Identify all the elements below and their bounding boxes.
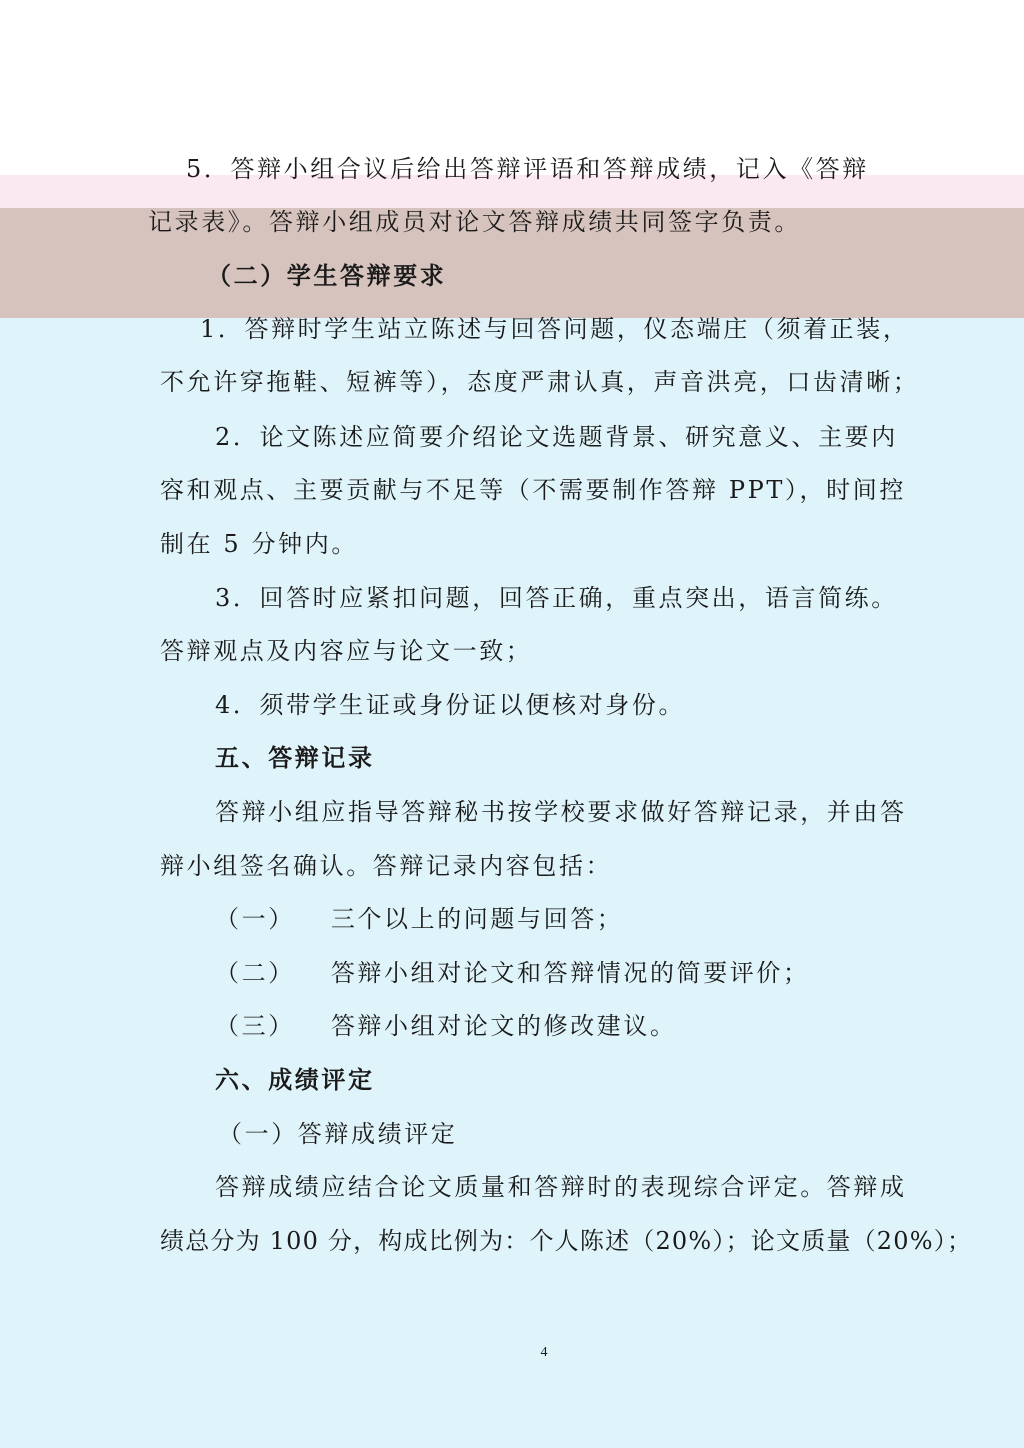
section-heading: 五、答辩记录	[215, 743, 375, 772]
paragraph-line: 制在 5 分钟内。	[160, 530, 358, 558]
list-item-text: 三个以上的问题与回答；	[330, 905, 624, 933]
list-item-number: （三）	[215, 1012, 295, 1040]
paragraph-line: 2．论文陈述应简要介绍论文选题背景、研究意义、主要内	[215, 423, 898, 451]
paragraph-line: 5．答辩小组合议后给出答辩评语和答辩成绩，记入《答辩	[186, 155, 869, 183]
list-item	[215, 1011, 677, 1041]
section-subheading: （二）学生答辩要求	[207, 261, 447, 290]
list-item	[215, 958, 810, 988]
section-heading: 六、成绩评定	[215, 1065, 375, 1094]
paragraph-line: 答辩小组应指导答辩秘书按学校要求做好答辩记录，并由答	[215, 798, 907, 826]
list-item-text: 答辩小组对论文的修改建议。	[330, 1012, 677, 1040]
paragraph-line: 1．答辩时学生站立陈述与回答问题，仪态端庄（须着正装，	[200, 315, 910, 343]
list-item-number: （一）	[215, 905, 295, 933]
paragraph-line: 3．回答时应紧扣问题，回答正确，重点突出，语言简练。	[215, 584, 898, 612]
section-subheading: （一）答辩成绩评定	[218, 1120, 458, 1148]
paragraph-line: 记录表》。答辩小组成员对论文答辩成绩共同签字负责。	[148, 208, 801, 236]
paragraph-line: 绩总分为 100 分，构成比例为：个人陈述（20%）；论文质量（20%）；	[160, 1227, 973, 1255]
paragraph-line: 4．须带学生证或身份证以便核对身份。	[215, 691, 686, 719]
paragraph-line: 答辩观点及内容应与论文一致；	[160, 637, 533, 665]
list-item-text: 答辩小组对论文和答辩情况的简要评价；	[330, 959, 810, 987]
list-item	[215, 904, 623, 934]
paragraph-line: 辩小组签名确认。答辩记录内容包括：	[160, 852, 613, 880]
list-item-number: （二）	[215, 959, 295, 987]
paragraph-line: 答辩成绩应结合论文质量和答辩时的表现综合评定。答辩成	[215, 1173, 907, 1201]
paragraph-line: 容和观点、主要贡献与不足等（不需要制作答辩 PPT），时间控	[160, 476, 906, 504]
paragraph-line: 不允许穿拖鞋、短裤等），态度严肃认真，声音洪亮，口齿清晰；	[160, 368, 920, 396]
page-number: 4	[540, 1345, 548, 1360]
